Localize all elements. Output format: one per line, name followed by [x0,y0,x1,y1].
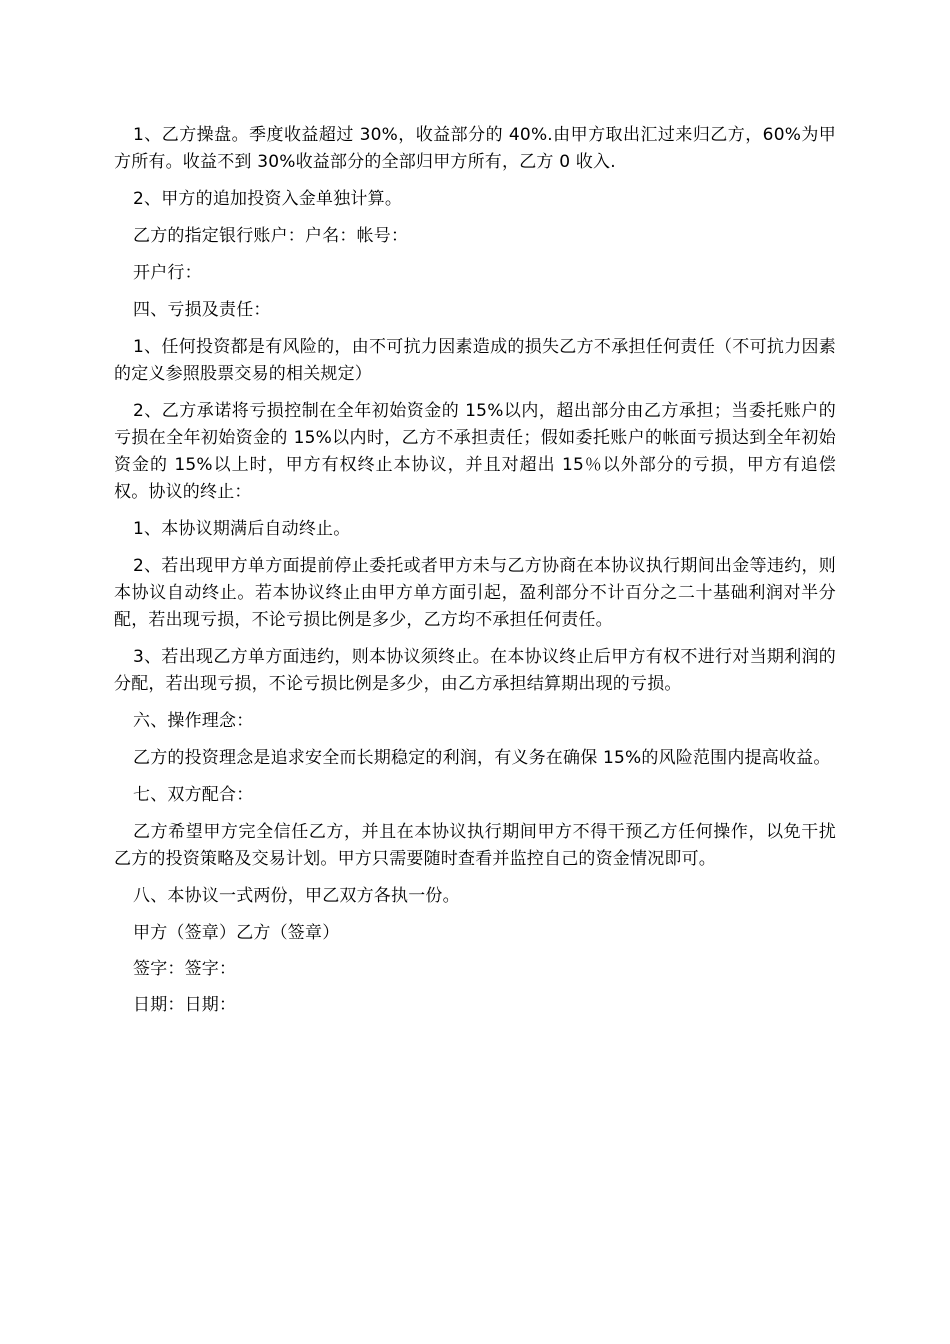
clause-paragraph: 乙方的投资理念是追求安全而长期稳定的利润，有义务在确保 15%的风险范围内提高收益。 [133,748,831,768]
signature-name-line: 签字：签字： [133,959,237,979]
clause-paragraph: 3、若出现乙方单方面违约，则本协议须终止。在本协议终止后甲方有权不进行对当期利润的分配，若出现亏损，不论亏损比例是多少，由乙方承担结算期出现的亏损。 [114,647,836,694]
bank-account-line: 乙方的指定银行账户：户名：帐号： [133,226,409,246]
clause-paragraph: 2、乙方承诺将亏损控制在全年初始资金的 15%以内，超出部分由乙方承担；当委托账户的亏损在全年初始资金的 15%以内时，乙方不承担责任；假如委托账户的帐面亏损达到全年初始资金的 15%以上时，甲方有权终止本协议，并且对超出 15％以外部分的亏损，甲方有追偿权。协议的终止： [114,401,836,502]
signature-line: 甲方（签章）乙方（签章） [133,923,340,943]
section-heading: 七、双方配合： [133,785,254,805]
clause-paragraph: 2、若出现甲方单方面提前停止委托或者甲方未与乙方协商在本协议执行期间出金等违约，则本协议自动终止。若本协议终止由甲方单方面引起，盈利部分不计百分之二十基础利润对半分配，若出现亏损，不论亏损比例是多少，乙方均不承担任何责任。 [114,556,836,630]
bank-branch-line: 开户行： [133,263,202,283]
clause-paragraph: 乙方希望甲方完全信任乙方，并且在本协议执行期间甲方不得干预乙方任何操作，以免干扰乙方的投资策略及交易计划。甲方只需要随时查看并监控自己的资金情况即可。 [114,822,836,869]
clause-paragraph: 1、本协议期满后自动终止。 [133,519,351,539]
clause-paragraph: 八、本协议一式两份，甲乙双方各执一份。 [133,886,460,906]
clause-paragraph: 2、甲方的追加投资入金单独计算。 [133,189,403,209]
document-body [114,122,836,1028]
clause-paragraph: 1、乙方操盘。季度收益超过 30%，收益部分的 40%.由甲方取出汇过来归乙方，60%为甲方所有。收益不到 30%收益部分的全部归甲方所有，乙方 0 收入. [114,125,836,172]
clause-paragraph: 1、任何投资都是有风险的，由不可抗力因素造成的损失乙方不承担任何责任（不可抗力因素的定义参照股票交易的相关规定） [114,337,836,384]
section-heading: 六、操作理念： [133,711,254,731]
signature-date-line: 日期：日期： [133,995,237,1015]
section-heading: 四、亏损及责任： [133,300,271,320]
